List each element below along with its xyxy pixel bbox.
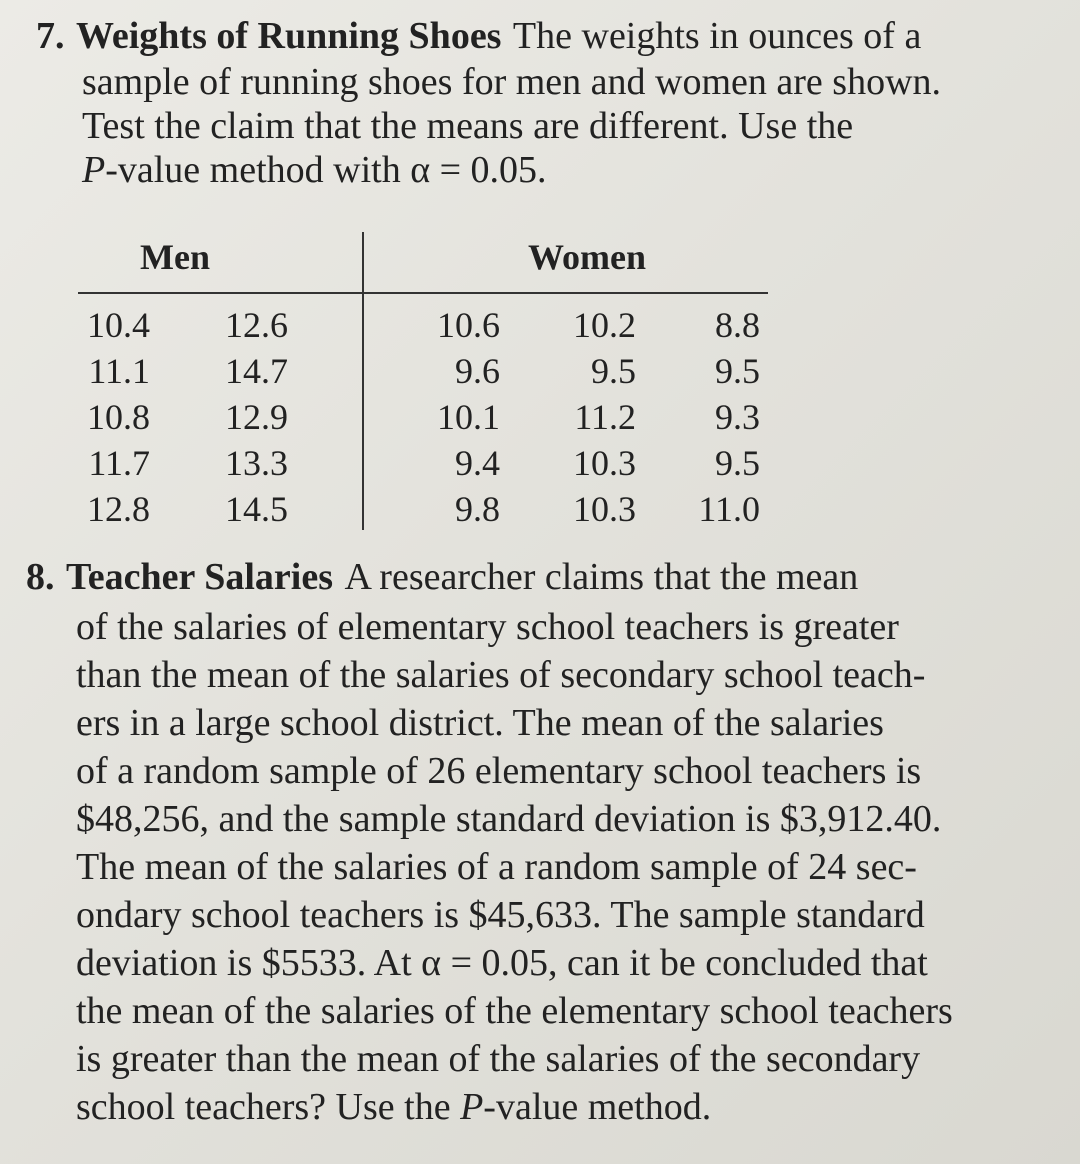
problem-number: 7. [36, 15, 65, 57]
problem-text: Test the claim that the means are different. Use the [82, 105, 854, 147]
table-cell: 14.5 [225, 489, 288, 529]
table-cell: 12.6 [225, 305, 288, 345]
problem-text: the mean of the salaries of the elementary school teachers [76, 990, 953, 1032]
table-cell: 12.9 [225, 397, 288, 437]
women-header: Women [528, 237, 647, 277]
table-cell: 9.6 [455, 351, 500, 391]
problem-text: ers in a large school district. The mean of the salaries [76, 702, 884, 744]
problem-text: deviation is $5533. At α = 0.05, can it be concluded that [76, 942, 928, 984]
table-header-rule [78, 292, 768, 294]
problem-text: P-value method with α = 0.05. [82, 149, 547, 191]
problem-text: sample of running shoes for men and women are shown. [82, 61, 942, 103]
table-cell: 11.2 [574, 397, 636, 437]
problem-text: of the salaries of elementary school teachers is greater [76, 606, 899, 648]
problem-text: A researcher claims that the mean [344, 556, 859, 598]
table-cell: 11.1 [88, 351, 150, 391]
problem-7-line-1 [36, 14, 921, 59]
men-header: Men [140, 237, 210, 277]
table-divider [362, 232, 364, 530]
problem-text: The mean of the salaries of a random sample of 24 sec- [76, 846, 917, 888]
table-cell: 9.5 [715, 351, 760, 391]
table-cell: 9.8 [455, 489, 500, 529]
table-cell: 8.8 [715, 305, 760, 345]
table-cell: 10.8 [87, 397, 150, 437]
problem-text: $48,256, and the sample standard deviation is $3,912.40. [76, 798, 942, 840]
problem-number: 8. [26, 556, 55, 598]
problem-text: ondary school teachers is $45,633. The sample standard [76, 894, 925, 936]
table-cell: 11.0 [698, 489, 760, 529]
table-cell: 13.3 [225, 443, 288, 483]
problem-text: of a random sample of 26 elementary school teachers is [76, 750, 922, 792]
problem-8-line-1 [26, 555, 858, 600]
shoe-weights-table [78, 232, 768, 532]
table-cell: 9.3 [715, 397, 760, 437]
problem-text: is greater than the mean of the salaries of the secondary [76, 1038, 921, 1080]
problem-title: Weights of Running Shoes [75, 15, 502, 57]
table-cell: 14.7 [225, 351, 288, 391]
table-cell: 10.3 [573, 443, 636, 483]
table-cell: 10.2 [573, 305, 636, 345]
table-cell: 12.8 [87, 489, 150, 529]
table-cell: 11.7 [88, 443, 150, 483]
table-cell: 10.3 [573, 489, 636, 529]
problem-text: The weights in ounces of a [512, 15, 922, 57]
table-cell: 9.5 [715, 443, 760, 483]
table-cell: 10.4 [87, 305, 150, 345]
table-cell: 10.6 [437, 305, 500, 345]
table-cell: 9.4 [455, 443, 500, 483]
table-cell: 10.1 [437, 397, 500, 437]
problem-text: than the mean of the salaries of secondary school teach- [76, 654, 926, 696]
table-cell: 9.5 [591, 351, 636, 391]
problem-text: school teachers? Use the P-value method. [76, 1086, 712, 1128]
problem-title: Teacher Salaries [65, 556, 333, 598]
